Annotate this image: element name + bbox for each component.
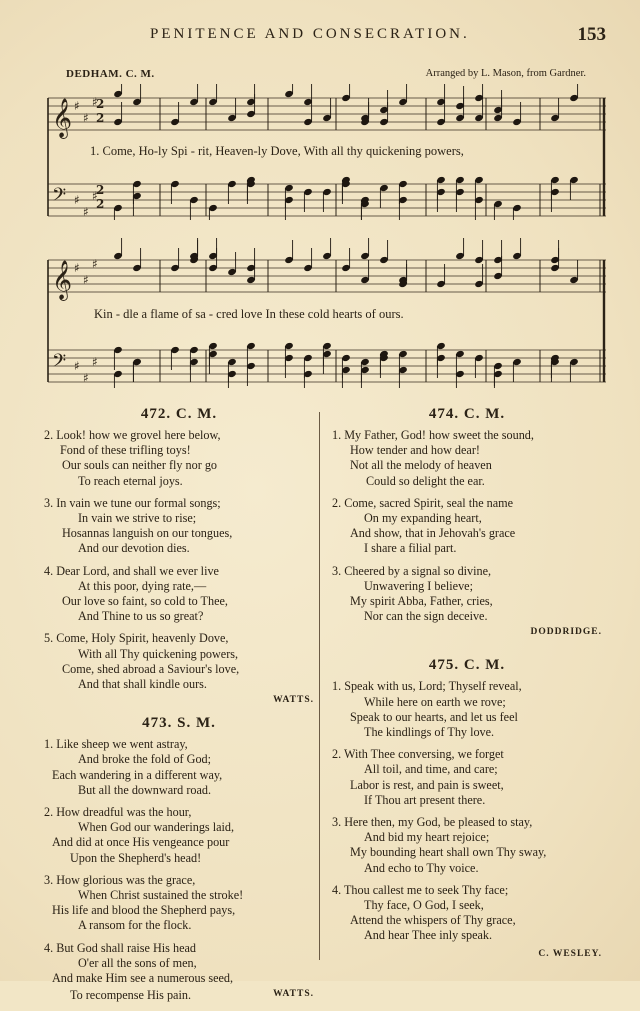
running-head — [0, 24, 640, 48]
stanza — [332, 428, 602, 489]
verse-line: 4. Dear Lord, and shall we ever live — [44, 563, 219, 578]
hymn-472 — [44, 400, 314, 709]
bass-staff — [48, 184, 606, 216]
stanza — [332, 747, 602, 808]
bass-clef-icon: 𝄢 — [52, 185, 67, 210]
verse-line: Unwavering I believe; — [364, 578, 473, 593]
verse-line: On my expanding heart, — [364, 511, 482, 526]
stanza — [332, 564, 602, 625]
verse-line: Not all the melody of heaven — [350, 458, 492, 473]
sharp-icon: ♯ — [92, 189, 98, 203]
verse-line: 3. Cheered by a signal so divine, — [332, 563, 492, 578]
music-system-2 — [40, 238, 610, 388]
stanza — [44, 941, 314, 1005]
verse-line: And that shall kindle ours. — [78, 677, 207, 692]
verse-line: 3. Here then, my God, be pleased to stay, — [332, 815, 533, 830]
verse-line: 4. Thou callest me to seek Thy face; — [332, 882, 509, 897]
sharp-icon: ♯ — [92, 95, 98, 109]
hymn-number: 474. C. M. — [428, 406, 506, 422]
verse-line: While here on earth we rove; — [364, 694, 506, 709]
page-number: 153 — [577, 24, 606, 45]
verse-line: 1. My Father, God! how sweet the sound, — [332, 428, 534, 442]
right-column — [332, 400, 602, 963]
verse-line: Each wandering in a different way, — [52, 767, 223, 782]
stanza — [332, 883, 602, 944]
hymn-number: 473. S. M. — [142, 715, 216, 732]
verse-line: If Thou art present there. — [364, 792, 486, 807]
verse-line: 3. How glorious was the grace, — [44, 872, 196, 887]
tune-arranger: Arranged by L. Mason, from Gardner. — [425, 68, 586, 79]
verse-line: 2. With Thee conversing, we forget — [332, 747, 504, 762]
verse-line: Labor is rest, and pain is sweet, — [350, 777, 504, 792]
sharp-icon: ♯ — [92, 355, 98, 369]
verse-line: Thy face, O God, I seek, — [364, 898, 484, 913]
verse-line: And our devotion dies. — [78, 541, 190, 556]
verse-line: 2. Look! how we grovel here below, — [44, 428, 221, 442]
verse-line: A ransom for the flock. — [78, 918, 192, 933]
verse-line: All toil, and time, and care; — [364, 762, 498, 777]
hymn-author: C. WESLEY. — [538, 948, 602, 959]
bass-clef-icon: 𝄢 — [52, 351, 67, 376]
verse-line: 1. Like sheep we went astray, — [44, 737, 188, 752]
verse-line: To recompense His pain. — [70, 988, 191, 1003]
sharp-icon: ♯ — [92, 257, 98, 271]
verse-line: Our love so faint, so cold to Thee, — [62, 594, 228, 609]
treble-staff — [48, 260, 606, 292]
stanza — [332, 496, 602, 557]
verse-line: How tender and how dear! — [350, 443, 480, 458]
verse-line: O'er all the sons of men, — [78, 955, 197, 970]
stanza — [44, 873, 314, 934]
stanza — [332, 815, 602, 876]
verse-line: 2. How dreadful was the hour, — [44, 805, 192, 820]
verse-line: 3. In vain we tune our formal songs; — [44, 495, 221, 510]
verse-line: With all Thy quickening powers, — [78, 646, 239, 661]
verse-line: And make Him see a numerous seed, — [52, 971, 234, 986]
sharp-icon: ♯ — [83, 205, 89, 219]
sharp-icon: ♯ — [74, 193, 80, 207]
sharp-icon: ♯ — [83, 273, 89, 287]
stanza — [44, 428, 314, 489]
tune-heading — [66, 68, 586, 84]
music-system-1 — [40, 84, 610, 220]
hymn-number: 475. C. M. — [428, 657, 506, 674]
hymn-author: WATTS. — [273, 695, 314, 706]
verse-line: And bid my heart rejoice; — [364, 830, 490, 845]
treble-clef-icon: 𝄞 — [52, 98, 73, 138]
section-title: PENITENCE AND CONSECRATION. — [150, 26, 470, 42]
verse-line: The kindlings of Thy love. — [364, 725, 495, 740]
verse-line: Upon the Shepherd's head! — [70, 850, 202, 865]
verse-line: At this poor, dying rate,— — [78, 578, 207, 593]
treble-staff — [48, 98, 606, 130]
sharp-icon: ♯ — [83, 111, 89, 125]
hymn-474 — [332, 400, 602, 641]
verse-line: Fond of these trifling toys! — [60, 443, 191, 458]
sharp-icon: ♯ — [74, 99, 80, 113]
verse-line: Hosannas languish on our tongues, — [62, 526, 233, 541]
verse-line: And did at once His vengeance pour — [52, 835, 230, 850]
time-signature: 2 — [96, 197, 105, 211]
stanza — [44, 805, 314, 866]
verse-line: 4. But God shall raise His head — [44, 940, 196, 955]
verse-line: Speak to our hearts, and let us feel — [350, 709, 518, 724]
verse-line: When God our wanderings laid, — [78, 820, 235, 835]
verse-line: His life and blood the Shepherd pays, — [52, 903, 236, 918]
lyrics-line-2: Kin - dle a flame of sa - cred love In these cold hearts of ours. — [94, 307, 404, 321]
stanza — [44, 496, 314, 557]
left-column — [44, 400, 314, 1011]
column-divider — [319, 412, 320, 960]
lyrics-line-1: 1. Come, Ho-ly Spi - rit, Heaven-ly Dove, With all thy quickening powers, — [90, 144, 464, 158]
verse-line: Come, shed abroad a Saviour's love, — [62, 661, 240, 676]
stanza — [44, 631, 314, 692]
sharp-icon: ♯ — [74, 261, 80, 275]
verse-line: And hear Thee inly speak. — [364, 928, 493, 943]
treble-clef-icon: 𝄞 — [52, 260, 73, 300]
time-signature: 2 — [96, 183, 105, 197]
verse-line: 2. Come, sacred Spirit, seal the name — [332, 495, 514, 510]
verse-line: Attend the whispers of Thy grace, — [350, 913, 516, 928]
verse-line: 5. Come, Holy Spirit, heavenly Dove, — [44, 631, 229, 646]
hymn-number: 472. C. M. — [140, 406, 218, 422]
stanza — [44, 564, 314, 625]
hymn-author: DODDRIDGE. — [530, 627, 602, 638]
tune-name: DEDHAM. C. M. — [66, 68, 155, 80]
verse-line: And show, that in Jehovah's grace — [350, 526, 516, 541]
verse-line: But all the downward road. — [78, 782, 212, 797]
verse-line: 1. Speak with us, Lord; Thyself reveal, — [332, 679, 522, 694]
sharp-icon: ♯ — [74, 359, 80, 373]
stanza — [332, 679, 602, 740]
verse-line: And broke the fold of God; — [78, 752, 212, 767]
stanza — [44, 737, 314, 798]
verse-line: My spirit Abba, Father, cries, — [350, 594, 493, 609]
verse-line: And Thine to us so great? — [78, 609, 204, 624]
verse-line: Our souls can neither fly nor go — [62, 458, 218, 473]
verse-line: My bounding heart shall own Thy sway, — [350, 845, 547, 860]
verse-line: Could so delight the ear. — [366, 473, 485, 488]
hymn-473 — [44, 709, 314, 1004]
verse-line: Nor can the sign deceive. — [364, 609, 488, 624]
verse-line: I share a filial part. — [364, 541, 457, 556]
verse-line: To reach eternal joys. — [78, 473, 183, 488]
hymn-475 — [332, 651, 602, 962]
verse-line: When Christ sustained the stroke! — [78, 888, 244, 903]
time-signature: 2 — [96, 97, 105, 111]
verse-line: In vain we strive to rise; — [78, 511, 197, 526]
time-signature: 2 — [96, 111, 105, 125]
hymn-author: WATTS. — [273, 989, 314, 1000]
sharp-icon: ♯ — [83, 371, 89, 385]
verse-line: And echo to Thy voice. — [364, 860, 479, 875]
